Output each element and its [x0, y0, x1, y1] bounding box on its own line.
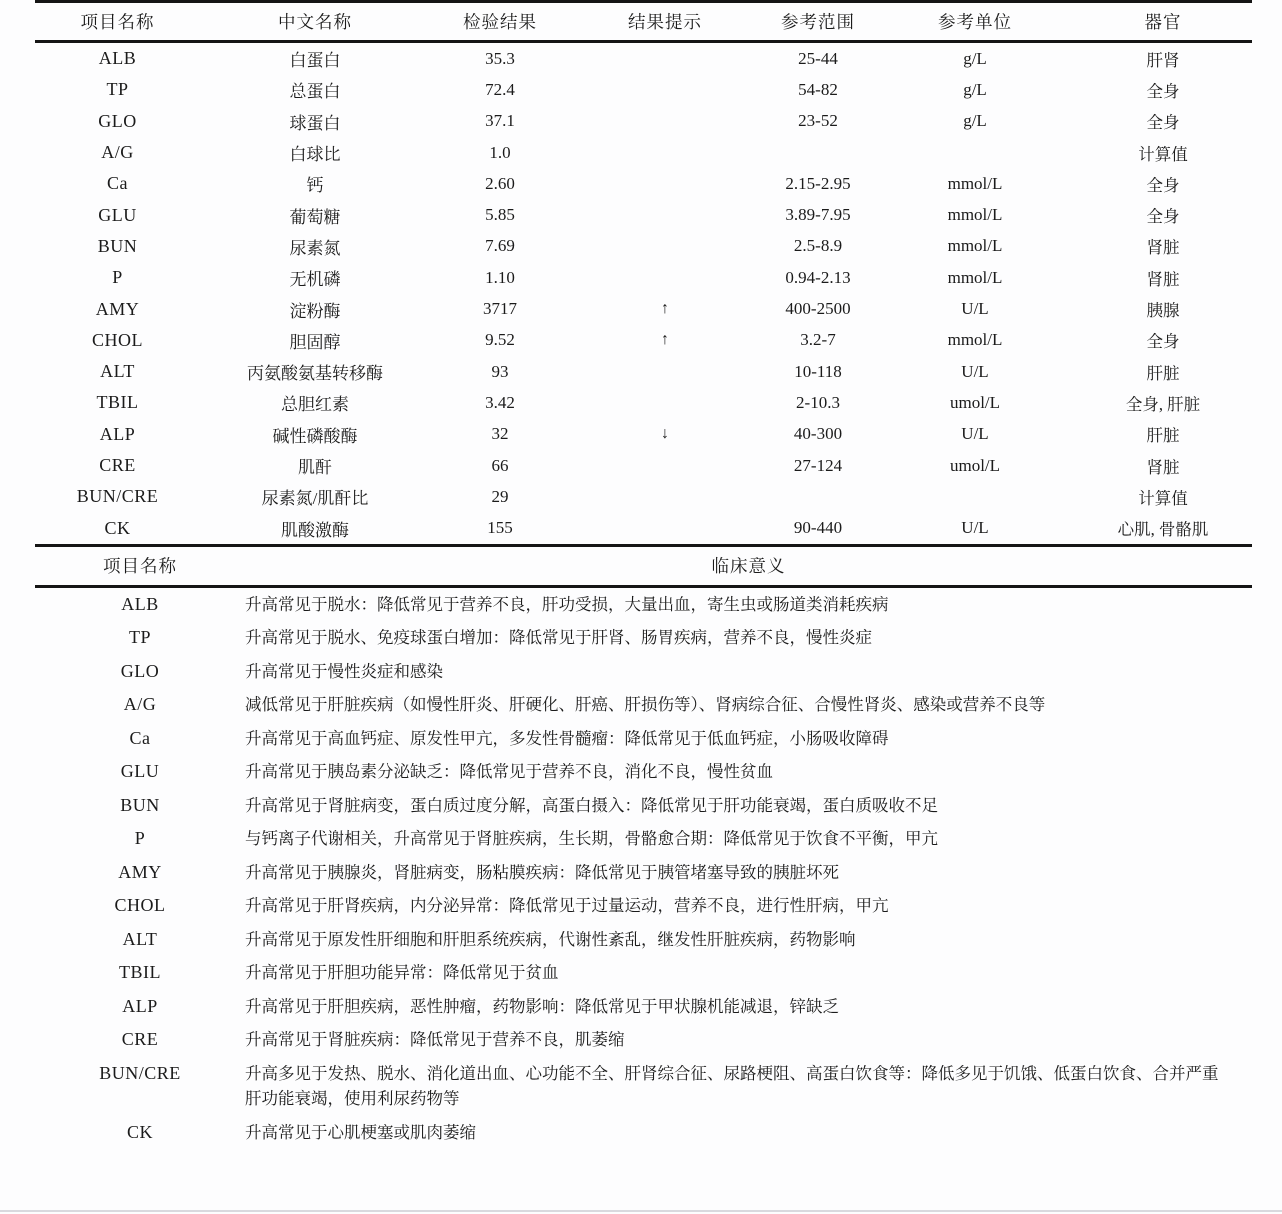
- item-chinese-name: 碱性磷酸酶: [272, 426, 358, 446]
- item-code: TBIL: [119, 962, 161, 983]
- test-result-value: 155: [487, 518, 513, 538]
- reference-range: 400-2500: [785, 299, 851, 319]
- organ-label: 肾脏: [1146, 457, 1180, 477]
- table-row: [35, 450, 1252, 481]
- result-flag-arrow-icon: ↓: [661, 425, 669, 443]
- results-table-header: [35, 3, 1252, 40]
- reference-unit: g/L: [963, 48, 987, 68]
- table-row: [35, 106, 1252, 137]
- item-code: ALT: [122, 928, 158, 949]
- organ-label: 肾脏: [1146, 269, 1180, 289]
- organ-label: 肝脏: [1146, 426, 1180, 446]
- col-header-meaning: 临床意义: [711, 556, 786, 577]
- meaning-row: [35, 1057, 1252, 1116]
- col-header-unit: 参考单位: [938, 12, 1012, 32]
- col-header-range: 参考范围: [781, 12, 855, 32]
- result-flag-arrow-icon: ↑: [661, 300, 669, 318]
- item-code: A/G: [123, 694, 157, 715]
- meaning-row: [35, 990, 1252, 1024]
- item-code: CRE: [99, 455, 136, 475]
- reference-unit: mmol/L: [947, 205, 1003, 225]
- item-chinese-name: 无机磷: [289, 270, 341, 290]
- reference-unit: U/L: [961, 424, 989, 444]
- test-result-value: 7.69: [485, 236, 515, 256]
- item-chinese-name: 总胆红素: [281, 395, 349, 415]
- clinical-significance-text: 升高常见于脱水、免疫球蛋白增加：降低常见于肝肾、肠胃疾病，营养不良，慢性炎症: [245, 628, 872, 648]
- meaning-row: [35, 1023, 1252, 1057]
- item-code: CRE: [121, 1029, 159, 1050]
- reference-unit: g/L: [963, 111, 987, 131]
- clinical-significance-text: 升高常见于胰岛素分泌缺乏：降低常见于营养不良，消化不良，慢性贫血: [245, 762, 773, 782]
- item-chinese-name: 肌酸激酶: [281, 520, 349, 540]
- test-result-value: 3717: [483, 299, 517, 319]
- item-chinese-name: 尿素氮/肌酐比: [261, 489, 369, 509]
- test-result-value: 66: [491, 455, 509, 475]
- reference-range: 3.2-7: [800, 330, 836, 350]
- organ-label: 心肌, 骨骼肌: [1117, 520, 1209, 540]
- item-chinese-name: 尿素氮: [289, 238, 341, 258]
- table-row: [35, 43, 1252, 74]
- item-chinese-name: 丙氨酸氨基转移酶: [247, 364, 383, 384]
- item-code: ALT: [100, 361, 135, 382]
- test-result-value: 9.52: [485, 330, 515, 350]
- col-header-item: 项目名称: [103, 556, 177, 577]
- item-chinese-name: 总蛋白: [289, 82, 341, 102]
- reference-unit: g/L: [963, 79, 987, 99]
- col-header-flag: 结果提示: [628, 12, 702, 32]
- organ-label: 肾脏: [1146, 238, 1180, 258]
- organ-label: 全身, 肝脏: [1125, 394, 1201, 414]
- table-row: [35, 512, 1252, 543]
- test-result-value: 37.1: [485, 111, 515, 131]
- item-code: TBIL: [96, 392, 139, 413]
- table-row: [35, 293, 1252, 324]
- test-result-value: 5.85: [485, 205, 515, 225]
- item-chinese-name: 白蛋白: [289, 51, 341, 71]
- clinical-significance-text: 升高常见于高血钙症、原发性甲亢，多发性骨髓瘤：降低常见于低血钙症，小肠吸收障碍: [245, 728, 889, 748]
- item-code: GLU: [98, 204, 137, 225]
- reference-range: 54-82: [798, 79, 838, 99]
- item-code: CHOL: [92, 329, 143, 350]
- table-row: [35, 356, 1252, 387]
- table-row: [35, 199, 1252, 230]
- table-row: [35, 387, 1252, 418]
- item-code: TP: [106, 79, 129, 100]
- clinical-significance-text: 升高常见于肾脏疾病：降低常见于营养不良，肌萎缩: [245, 1030, 625, 1050]
- test-result-value: 32: [491, 424, 509, 444]
- clinical-significance-text: 升高常见于脱水：降低常见于营养不良，肝功受损，大量出血，寄生虫或肠道类消耗疾病: [245, 594, 889, 614]
- reference-range: 2.5-8.9: [793, 236, 843, 256]
- test-result-value: 72.4: [485, 79, 515, 99]
- reference-range: 2.15-2.95: [785, 173, 851, 193]
- col-header-chinese-name: 中文名称: [278, 12, 352, 32]
- item-code: ALB: [121, 593, 159, 614]
- clinical-significance-text: 升高常见于慢性炎症和感染: [245, 661, 443, 681]
- meaning-row: [35, 588, 1252, 622]
- test-result-value: 29: [491, 486, 509, 506]
- item-code: BUN/CRE: [76, 486, 159, 507]
- test-result-value: 35.3: [485, 48, 515, 68]
- clinical-significance-text: 升高多见于发热、脱水、消化道出血、心功能不全、肝肾综合征、尿路梗阻、高蛋白饮食等：降低多见于饥饿、低蛋白饮食、合并严重肝功能衰竭，使用利尿药物等: [245, 1063, 1219, 1109]
- reference-unit: mmol/L: [947, 173, 1003, 193]
- organ-label: 全身: [1146, 332, 1180, 352]
- item-code: CK: [104, 517, 131, 538]
- item-code: P: [112, 267, 123, 288]
- clinical-significance-text: 升高常见于心肌梗塞或肌肉萎缩: [245, 1122, 476, 1142]
- item-code: AMY: [95, 298, 140, 319]
- item-chinese-name: 胆固醇: [289, 332, 341, 352]
- clinical-significance-text: 升高常见于肾脏病变，蛋白质过度分解，高蛋白摄入：降低常见于肝功能衰竭，蛋白质吸收不足: [245, 795, 938, 815]
- clinical-significance-text: 升高常见于胰腺炎，肾脏病变，肠粘膜疾病：降低常见于胰管堵塞导致的胰脏坏死: [245, 862, 839, 882]
- reference-range: 27-124: [793, 455, 843, 475]
- reference-range: 23-52: [798, 111, 838, 131]
- meaning-row: [35, 688, 1252, 722]
- organ-label: 肝脏: [1146, 363, 1180, 383]
- item-chinese-name: 钙: [306, 176, 324, 196]
- meaning-row: [35, 822, 1252, 856]
- test-result-value: 2.60: [485, 173, 515, 193]
- organ-label: 全身: [1146, 175, 1180, 195]
- item-code: BUN: [97, 235, 138, 256]
- reference-range: 10-118: [794, 361, 842, 381]
- test-result-value: 1.10: [485, 267, 515, 287]
- meaning-row: [35, 889, 1252, 923]
- meaning-row: [35, 856, 1252, 890]
- results-table-body: [35, 43, 1252, 544]
- test-result-value: 93: [491, 361, 509, 381]
- result-flag-arrow-icon: ↑: [661, 331, 669, 349]
- reference-unit: mmol/L: [947, 330, 1003, 350]
- meaning-row: [35, 655, 1252, 689]
- item-chinese-name: 葡萄糖: [289, 207, 341, 227]
- item-code: ALP: [99, 423, 136, 444]
- item-code: GLO: [98, 110, 137, 131]
- test-result-value: 1.0: [489, 142, 511, 162]
- organ-label: 胰腺: [1146, 301, 1180, 321]
- clinical-significance-text: 升高常见于原发性肝细胞和肝胆系统疾病，代谢性紊乱，继发性肝脏疾病，药物影响: [245, 929, 856, 949]
- reference-range: 3.89-7.95: [785, 205, 851, 225]
- item-code: BUN: [120, 794, 160, 815]
- meaning-table-header: [35, 547, 1252, 585]
- table-row: [35, 481, 1252, 512]
- item-code: TP: [128, 627, 151, 648]
- meaning-row: [35, 755, 1252, 789]
- table-row: [35, 137, 1252, 168]
- reference-range: 25-44: [798, 48, 838, 68]
- clinical-significance-text: 升高常见于肝胆功能异常：降低常见于贫血: [245, 963, 559, 983]
- meaning-row: [35, 923, 1252, 957]
- item-code: A/G: [101, 142, 134, 163]
- table-row: [35, 262, 1252, 293]
- table-row: [35, 325, 1252, 356]
- item-code: ALP: [122, 995, 158, 1016]
- meaning-row: [35, 621, 1252, 655]
- reference-range: 0.94-2.13: [785, 267, 851, 287]
- organ-label: 计算值: [1138, 488, 1188, 508]
- item-chinese-name: 肌酐: [298, 458, 332, 477]
- item-code: CHOL: [114, 895, 166, 916]
- meaning-row: [35, 789, 1252, 823]
- clinical-significance-text: 减低常见于肝脏疾病（如慢性肝炎、肝硬化、肝癌、肝损伤等）、肾病综合征、合慢性肾炎、感染或营养不良等: [245, 695, 1046, 715]
- reference-range: 40-300: [793, 424, 843, 444]
- item-code: CK: [126, 1121, 153, 1142]
- reference-unit: U/L: [961, 299, 989, 319]
- reference-unit: umol/L: [949, 455, 1001, 475]
- test-result-value: 3.42: [485, 392, 515, 412]
- item-code: Ca: [129, 727, 151, 748]
- reference-unit: U/L: [961, 361, 989, 381]
- page-bottom-divider: [0, 1210, 1282, 1212]
- item-code: Ca: [107, 173, 128, 194]
- clinical-significance-text: 与钙离子代谢相关，升高常见于肾脏疾病，生长期，骨骼愈合期：降低常见于饮食不平衡，甲亢: [245, 829, 938, 849]
- reference-range: 90-440: [793, 518, 843, 538]
- item-code: GLU: [120, 761, 160, 782]
- col-header-organ: 器官: [1144, 12, 1182, 32]
- meaning-table-body: [35, 588, 1252, 1150]
- item-code: ALB: [98, 48, 137, 69]
- organ-label: 全身: [1146, 113, 1180, 133]
- item-code: P: [134, 828, 146, 849]
- table-row: [35, 231, 1252, 262]
- reference-unit: umol/L: [949, 392, 1001, 412]
- table-row: [35, 168, 1252, 199]
- organ-label: 计算值: [1138, 144, 1188, 164]
- item-chinese-name: 淀粉酶: [289, 301, 341, 321]
- lab-results-table: [35, 0, 1252, 1149]
- table-row: [35, 74, 1252, 105]
- clinical-significance-text: 升高常见于肝肾疾病，内分泌异常：降低常见于过量运动，营养不良，进行性肝病，甲亢: [245, 896, 889, 916]
- item-code: AMY: [118, 861, 162, 882]
- item-code: BUN/CRE: [99, 1062, 181, 1083]
- table-row: [35, 419, 1252, 450]
- col-header-item: 项目名称: [80, 12, 155, 32]
- reference-unit: mmol/L: [947, 236, 1003, 256]
- organ-label: 全身: [1146, 81, 1180, 101]
- reference-range: 2-10.3: [796, 392, 840, 412]
- reference-unit: mmol/L: [947, 267, 1003, 287]
- meaning-row: [35, 722, 1252, 756]
- meaning-row: [35, 956, 1252, 990]
- clinical-significance-text: 升高常见于肝胆疾病，恶性肿瘤，药物影响：降低常见于甲状腺机能减退，锌缺乏: [245, 996, 839, 1016]
- col-header-result: 检验结果: [463, 12, 537, 32]
- organ-label: 肝肾: [1146, 50, 1180, 70]
- organ-label: 全身: [1146, 207, 1180, 227]
- meaning-row: [35, 1116, 1252, 1150]
- item-chinese-name: 球蛋白: [289, 113, 341, 133]
- item-chinese-name: 白球比: [289, 145, 341, 165]
- item-code: GLO: [120, 660, 160, 681]
- reference-unit: U/L: [961, 518, 989, 538]
